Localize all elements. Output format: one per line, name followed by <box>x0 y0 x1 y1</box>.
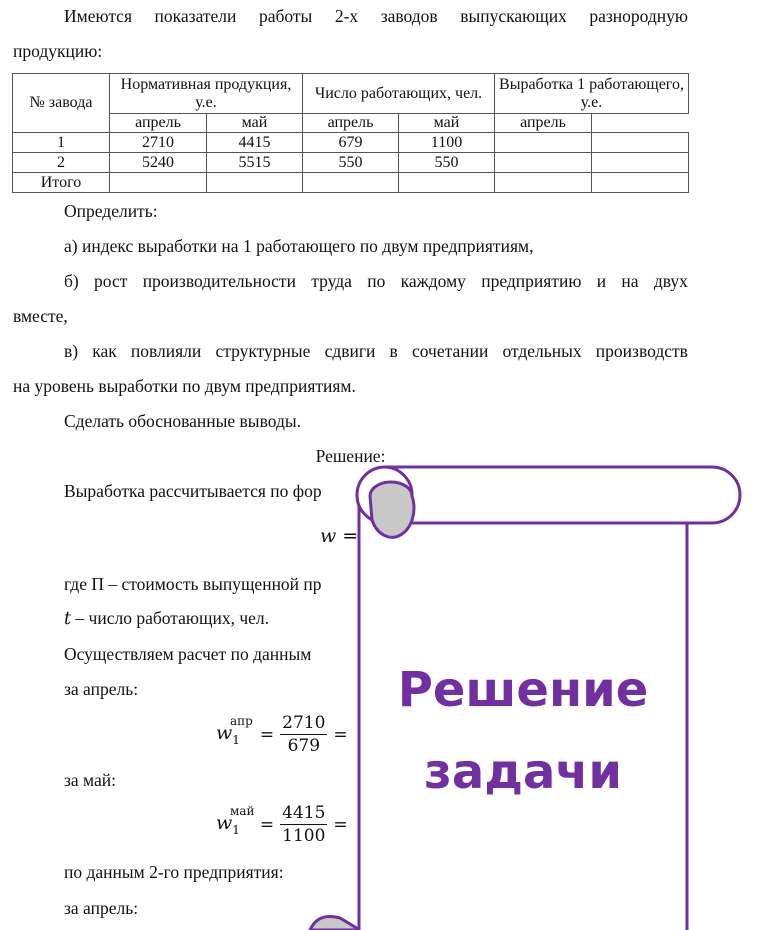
calc-intro: Осуществляем расчет по данным <box>64 644 312 664</box>
word: каждому <box>400 271 466 291</box>
table-cell: 550 <box>399 153 495 173</box>
subheader-month: май <box>399 114 495 133</box>
table-cell: 2 <box>13 153 110 173</box>
task-c-line-2: на уровень выработки по двум предприятиям. <box>13 376 356 396</box>
word: повлияли <box>130 341 202 361</box>
task-a: а) индекс выработки на 1 работающего по двум предприятиям, <box>64 236 534 256</box>
word: предприятию <box>481 271 582 291</box>
task-b-line-2: вместе, <box>13 306 68 326</box>
subheader-month: май <box>207 114 303 133</box>
denominator: 1100 <box>282 826 326 846</box>
task-conclusions: Сделать обоснованные выводы. <box>64 411 301 431</box>
table-cell: 4415 <box>207 133 303 153</box>
equals-sign: = <box>259 724 275 745</box>
word: в) <box>64 341 79 361</box>
subheader-month: апрель <box>495 114 592 133</box>
word: разнородную <box>589 6 688 26</box>
task-determine: Определить: <box>64 201 158 221</box>
t-variable: t <box>64 609 72 629</box>
table-cell: 679 <box>303 133 399 153</box>
table-cell: 550 <box>303 153 399 173</box>
w-symbol: $w_1$ апр <box>216 714 253 747</box>
formula-w: w = <box>320 525 359 547</box>
intro-line-2: продукцию: <box>13 41 103 61</box>
word: сдвиги <box>324 341 376 361</box>
w-subscript: 1 <box>232 822 240 837</box>
numerator: 4415 <box>282 803 326 823</box>
formula-intro: Выработка рассчитывается по фор <box>64 481 322 501</box>
word: по <box>367 271 386 291</box>
w-superscript: май <box>230 804 255 819</box>
word: 2-х <box>334 6 359 26</box>
word: отдельных <box>502 341 582 361</box>
word: выпускающих <box>460 6 567 26</box>
header-factory: № завода <box>13 74 110 133</box>
word: двух <box>653 271 688 291</box>
table-cell: 5515 <box>207 153 303 173</box>
table-cell: Итого <box>13 173 110 193</box>
equals-sign: = <box>259 814 275 835</box>
header-workers: Число работающих, чел. <box>303 74 495 114</box>
word: и <box>596 271 607 291</box>
word: в <box>389 341 398 361</box>
word: структурные <box>215 341 311 361</box>
word: Имеются <box>64 6 133 26</box>
word: на <box>621 271 639 291</box>
word: б) <box>64 271 79 291</box>
solution-heading: Решение: <box>315 446 386 466</box>
overlay-title-line-2: задачи <box>423 744 623 800</box>
word: производств <box>595 341 688 361</box>
word: труда <box>311 271 352 291</box>
word: сочетании <box>411 341 489 361</box>
where-line: где П – стоимость выпущенной пр <box>64 574 322 594</box>
label-may: за май: <box>64 770 117 790</box>
scroll-bottom-curl <box>310 917 360 930</box>
equals-sign: = <box>333 724 348 745</box>
word: заводов <box>380 6 438 26</box>
word: как <box>92 341 117 361</box>
subheader-month: апрель <box>303 114 399 133</box>
equals-sign: = <box>333 814 348 835</box>
w-superscript: апр <box>230 714 253 729</box>
label-april: за апрель: <box>64 679 139 699</box>
header-output-per-worker: Выработка 1 работающего, у.е. <box>495 74 689 114</box>
word: производительности <box>142 271 296 291</box>
header-norm-production: Нормативная продукция, у.е. <box>110 74 303 114</box>
w-symbol: $w_1$ май <box>216 804 255 837</box>
scroll-top-curl <box>370 482 414 537</box>
subheader-month: апрель <box>110 114 207 133</box>
w-subscript: 1 <box>232 732 240 747</box>
table-cell: 5240 <box>110 153 207 173</box>
table-cell: 1 <box>13 133 110 153</box>
word: работы <box>258 6 313 26</box>
label-plant2: по данным 2-го предприятия: <box>64 862 284 882</box>
t-description: – число работающих, чел. <box>71 608 269 628</box>
word: показатели <box>154 6 237 26</box>
table-cell: 1100 <box>399 133 495 153</box>
word: рост <box>94 271 128 291</box>
table-cell: 2710 <box>110 133 207 153</box>
label-april-2: за апрель: <box>64 898 139 918</box>
numerator: 2710 <box>282 713 326 733</box>
overlay-title-line-1: Решение <box>397 662 649 718</box>
denominator: 679 <box>287 736 321 756</box>
